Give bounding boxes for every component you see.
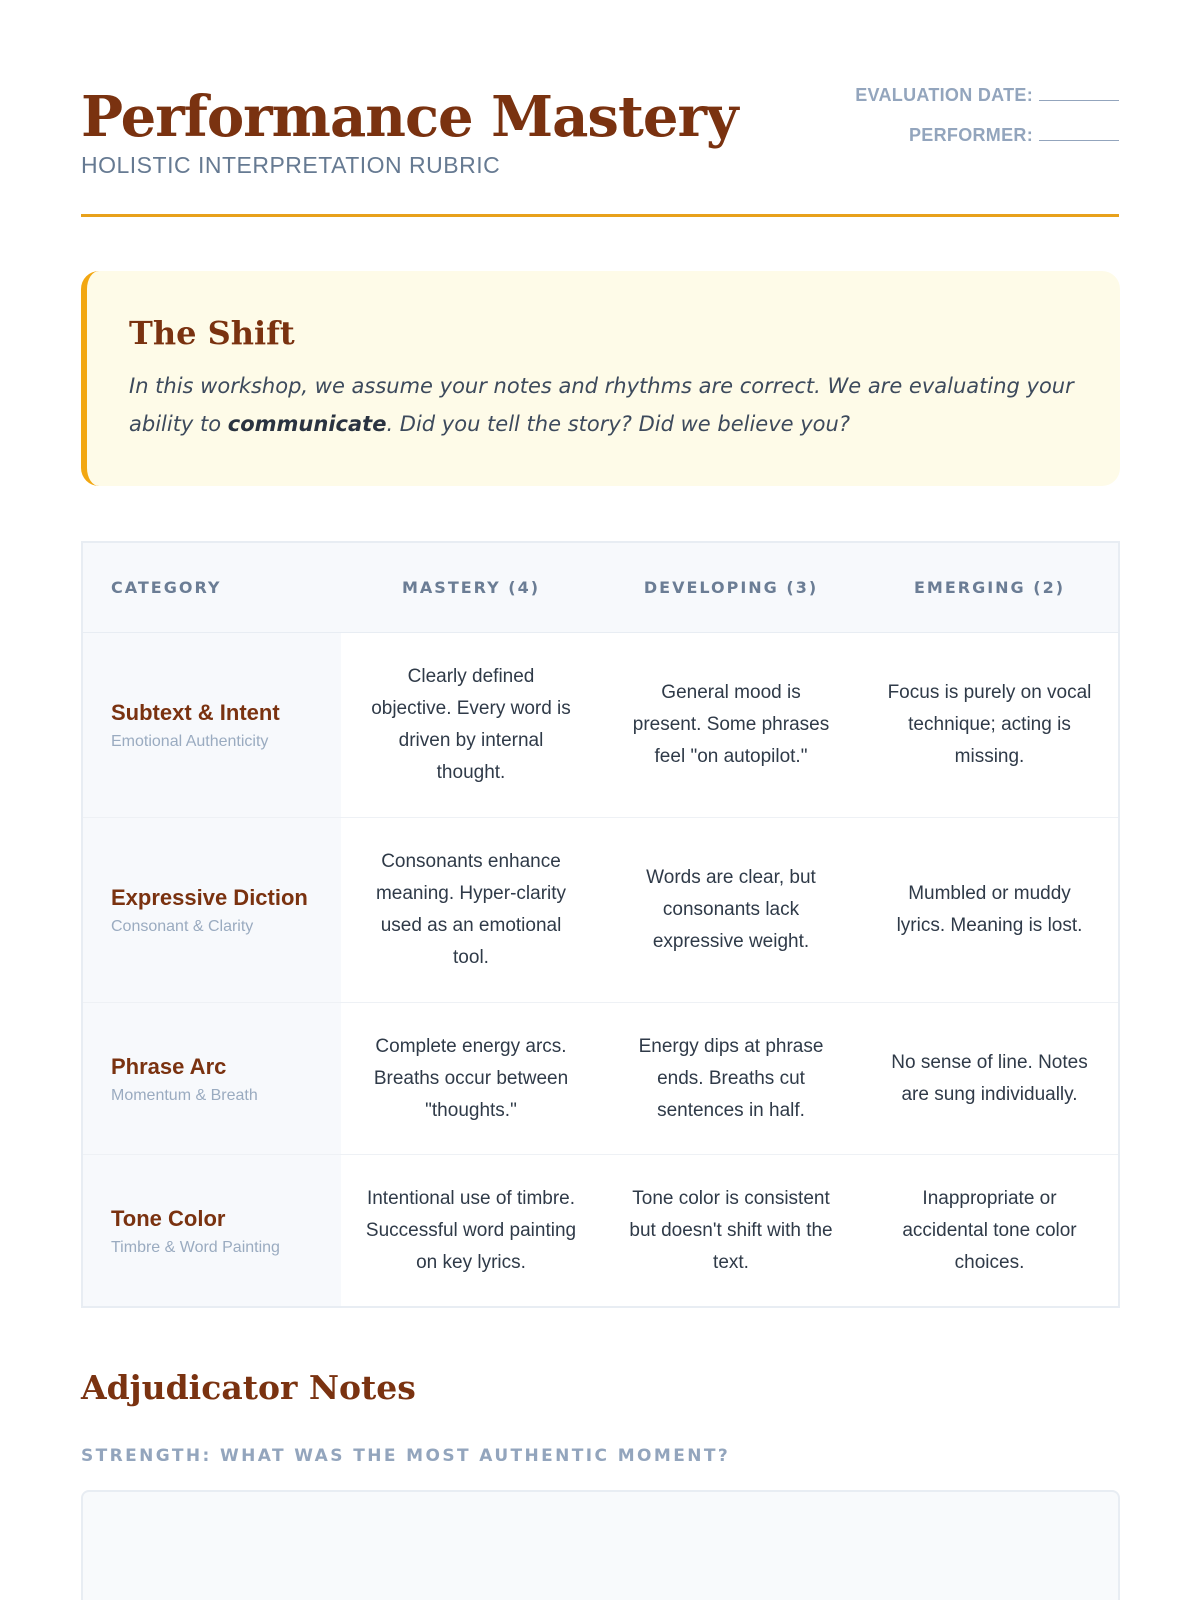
performer-blank[interactable] [1039, 122, 1119, 141]
emerging-cell: No sense of line. Notes are sung individually. [861, 1003, 1119, 1155]
category-subtitle: Consonant & Clarity [111, 918, 254, 935]
strength-label: STRENGTH: WHAT WAS THE MOST AUTHENTIC MOMENT? [81, 1446, 731, 1466]
rubric-table [81, 541, 1120, 1308]
developing-cell: Tone color is consistent but doesn't shift with the text. [629, 1187, 833, 1273]
table-row [82, 818, 1119, 1003]
callout-text-bold: communicate [227, 412, 387, 436]
category-cell [82, 1003, 341, 1155]
evaluation-date-field [855, 82, 1119, 122]
header-category: CATEGORY [82, 542, 341, 633]
mastery-cell: Complete energy arcs. Breaths occur between "thoughts." [341, 1003, 601, 1155]
strength-notes-box[interactable] [81, 1490, 1120, 1600]
mastery-cell: Clearly defined objective. Every word is driven by internal thought. [341, 633, 601, 818]
category-name: Subtext & Intent [111, 700, 280, 725]
callout-text-after: . Did you tell the story? Did we believe you? [386, 412, 850, 436]
performer-label: PERFORMER: [909, 125, 1033, 145]
page-title: Performance Mastery [81, 84, 738, 150]
category-subtitle: Emotional Authenticity [111, 733, 269, 750]
callout-text-before: In this workshop, we assume your notes and rhythms are correct. We are evaluating your ability to [129, 374, 1074, 436]
category-cell [82, 633, 341, 818]
table-row [82, 1003, 1119, 1155]
table-row [82, 1155, 1119, 1308]
mastery-cell: Consonants enhance meaning. Hyper-clarity used as an emotional tool. [341, 818, 601, 1003]
emerging-cell: Mumbled or muddy lyrics. Meaning is lost. [861, 818, 1119, 1003]
page-header [81, 0, 1119, 217]
category-name: Phrase Arc [111, 1053, 227, 1079]
header-mastery: MASTERY (4) [341, 542, 601, 633]
header-developing: DEVELOPING (3) [601, 542, 861, 633]
developing-cell: Energy dips at phrase ends. Breaths cut sentences in half. [601, 1003, 861, 1155]
mastery-cell: Intentional use of timbre. Successful word painting on key lyrics. [365, 1187, 577, 1273]
category-cell [82, 1155, 341, 1308]
rubric-header-row [82, 542, 1119, 633]
emerging-cell: Inappropriate or accidental tone color choices. [902, 1187, 1077, 1273]
category-subtitle: Timbre & Word Painting [111, 1238, 280, 1256]
page-subtitle: HOLISTIC INTERPRETATION RUBRIC [81, 152, 501, 178]
category-cell [82, 818, 341, 1003]
evaluation-meta [855, 82, 1119, 162]
table-row [82, 633, 1119, 818]
emerging-cell: Focus is purely on vocal technique; acting is missing. [861, 633, 1119, 818]
developing-cell: Words are clear, but consonants lack expressive weight. [601, 818, 861, 1003]
category-name: Tone Color [111, 1205, 226, 1231]
performer-field [855, 122, 1119, 162]
callout-title: The Shift [129, 314, 295, 352]
evaluation-date-label: EVALUATION DATE: [855, 85, 1033, 105]
category-name: Expressive Diction [111, 885, 308, 910]
callout-text [129, 367, 1074, 443]
shift-callout [81, 271, 1120, 486]
developing-cell: General mood is present. Some phrases feel "on autopilot." [601, 633, 861, 818]
category-subtitle: Momentum & Breath [111, 1086, 258, 1104]
notes-title: Adjudicator Notes [81, 1368, 416, 1407]
evaluation-date-blank[interactable] [1039, 82, 1119, 101]
header-emerging: EMERGING (2) [861, 542, 1119, 633]
